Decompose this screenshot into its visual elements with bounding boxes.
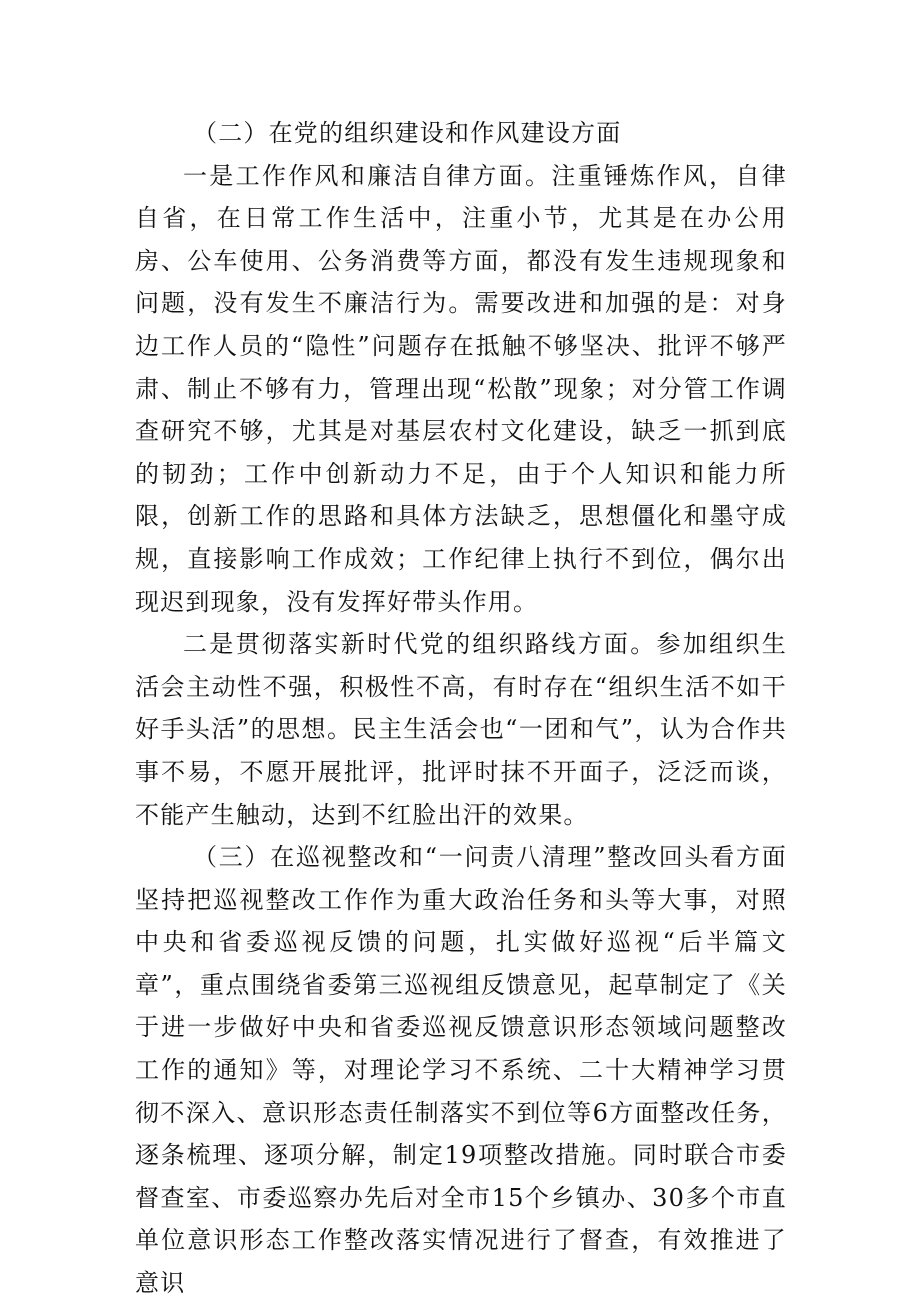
section-2-heading: （二）在党的组织建设和作风建设方面 — [193, 119, 622, 147]
paragraph-inspection-rectification: （三）在巡视整改和“一问责八清理”整改回头看方面坚持把巡视整改工作作为重大政治任务和头等大事，对照中央和省委巡视反馈的问题，扎实做好巡视“后半篇文章”，重点围绕省委第三巡视组反馈意见，起草制定了《关于进一步做好中央和省委巡视反馈意识形态领域问题整改工作的通知》等，对理论学习不系统、二十大精神学习贯彻不深入、意识形态责任制落实不到位等6方面整改任务，逐条梳理、逐项分解，制定19项整改措施。同时联合市委督查室、市委巡察办先后对全市15个乡镇办、30多个市直单位意识形态工作整改落实情况进行了督查，有效推进了意识 — [135, 843, 787, 1298]
document-body — [135, 112, 787, 1305]
paragraph-organization-line: 二是贯彻落实新时代党的组织路线方面。参加组织生活会主动性不强，积极性不高，有时存在“组织生活不如干好手头活”的思想。民主生活会也“一团和气”，认为合作共事不易，不愿开展批评，批评时抹不开面子，泛泛而谈，不能产生触动，达到不红脸出汗的效果。 — [135, 630, 787, 829]
paragraph-work-style: 一是工作作风和廉洁自律方面。注重锤炼作风，自律自省，在日常工作生活中，注重小节，尤其是在办公用房、公车使用、公务消费等方面，都没有发生违规现象和问题，没有发生不廉洁行为。需要改进和加强的是：对身边工作人员的“隐性”问题存在抵触不够坚决、批评不够严肃、制止不够有力，管理出现“松散”现象；对分管工作调查研究不够，尤其是对基层农村文化建设，缺乏一抓到底的韧劲；工作中创新动力不足，由于个人知识和能力所限，创新工作的思路和具体方法缺乏，思想僵化和墨守成规，直接影响工作成效；工作纪律上执行不到位，偶尔出现迟到现象，没有发挥好带头作用。 — [135, 161, 787, 616]
